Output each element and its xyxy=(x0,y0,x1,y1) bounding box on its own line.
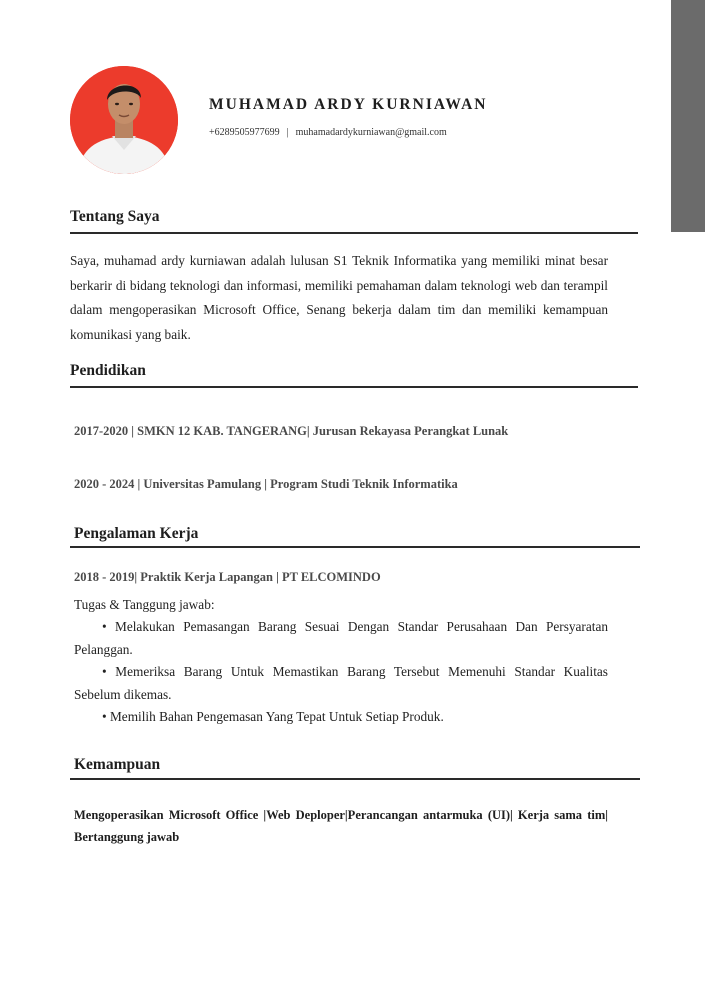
section-divider xyxy=(70,778,640,780)
contact-separator: | xyxy=(286,127,289,138)
duties-label: Tugas & Tanggung jawab: xyxy=(74,597,215,612)
email-address: muhamadardykurniawan@gmail.com xyxy=(295,127,447,138)
scrollbar-thumb[interactable] xyxy=(671,0,705,232)
candidate-name: MUHAMAD ARDY KURNIAWAN xyxy=(209,96,488,113)
duty-item: • Memeriksa Barang Untuk Memastikan Barang Tersebut Memenuhi Standar Kualitas Sebelum dikemas. xyxy=(74,664,608,702)
about-paragraph: Saya, muhamad ardy kurniawan adalah lulusan S1 Teknik Informatika yang memiliki minat besar berkarir di bidang teknologi dan informasi, memiliki pemahaman dalam teknologi web dan terampil dalam mengoperasikan Microsoft Office, Senang bekerja dalam tim dan memiliki kemampuan komunikasi yang baik. xyxy=(70,253,608,342)
contact-line xyxy=(209,127,447,138)
section-title-education: Pendidikan xyxy=(70,362,146,379)
education-item: 2020 - 2024 | Universitas Pamulang | Program Studi Teknik Informatika xyxy=(74,477,458,491)
duty-item: • Melakukan Pemasangan Barang Sesuai Dengan Standar Perusahaan Dan Persyaratan Pelanggan. xyxy=(74,619,608,657)
skills-list: Mengoperasikan Microsoft Office |Web Deploper|Perancangan antarmuka (UI)| Kerja sama tim| Bertanggung jawab xyxy=(74,808,608,845)
phone-number: +6289505977699 xyxy=(209,127,280,138)
section-divider xyxy=(70,546,640,548)
section-divider xyxy=(70,386,638,388)
education-item: 2017-2020 | SMKN 12 KAB. TANGERANG| Jurusan Rekayasa Perangkat Lunak xyxy=(74,424,509,438)
duty-item: • Memilih Bahan Pengemasan Yang Tepat Untuk Setiap Produk. xyxy=(102,709,444,725)
experience-heading: 2018 - 2019| Praktik Kerja Lapangan | PT ELCOMINDO xyxy=(74,570,381,584)
section-title-about: Tentang Saya xyxy=(70,208,160,225)
duties-list xyxy=(74,616,608,729)
section-divider xyxy=(70,232,638,234)
profile-photo xyxy=(70,66,178,174)
section-title-skills: Kemampuan xyxy=(74,756,161,773)
section-title-experience: Pengalaman Kerja xyxy=(74,525,199,542)
profile-photo-illustration xyxy=(70,66,178,174)
